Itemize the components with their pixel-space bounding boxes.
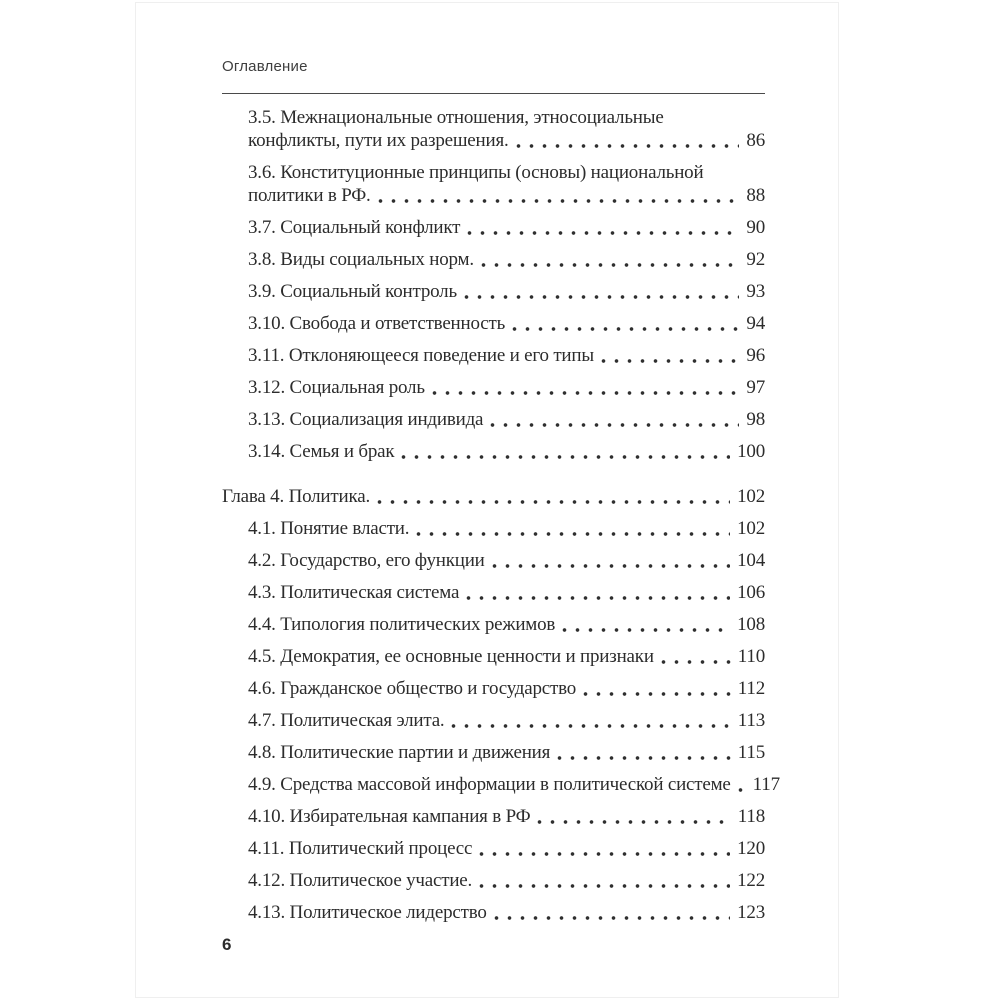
- toc-entry: [222, 549, 765, 572]
- running-header: Оглавление: [222, 58, 308, 75]
- toc-entry-page: 112: [737, 678, 765, 699]
- toc-entry: [222, 709, 765, 732]
- toc-entry-line: [222, 485, 765, 508]
- toc-entry: [222, 517, 765, 540]
- toc-entry-title: 3.11. Отклоняющееся поведение и его типы: [248, 345, 594, 366]
- toc-entry-page: 88: [746, 185, 765, 206]
- toc-entry-line: [248, 613, 765, 636]
- dot-leader: [479, 837, 730, 860]
- toc-entry-line: [248, 344, 765, 367]
- toc-entry-title: политики в РФ.: [248, 185, 371, 206]
- toc-entry-line: [248, 581, 765, 604]
- toc-entry: [222, 613, 765, 636]
- dot-leader: [464, 280, 739, 303]
- dot-leader: [467, 216, 739, 239]
- dot-leader: [416, 517, 730, 540]
- toc-entry-page: 117: [752, 774, 780, 795]
- toc-entry-page: 108: [737, 614, 765, 635]
- dot-leader: [562, 613, 730, 636]
- toc-entry-title: 4.13. Политическое лидерство: [248, 902, 487, 923]
- toc-entry-line: [248, 901, 765, 924]
- toc-entry-line: [248, 677, 765, 700]
- toc-entry-line: [248, 837, 765, 860]
- toc-entry: [222, 106, 765, 152]
- toc-chapter-entry: [222, 485, 765, 508]
- toc-entry-page: 93: [746, 281, 765, 302]
- toc-entry: [222, 805, 765, 828]
- header-rule: [222, 93, 765, 94]
- toc-entry-line: [248, 312, 765, 335]
- toc-entry-page: 94: [746, 313, 765, 334]
- toc-entry-page: 123: [737, 902, 765, 923]
- toc-entry-page: 90: [746, 217, 765, 238]
- toc-entry-title: 4.2. Государство, его функции: [248, 550, 485, 571]
- toc-entry-title: 3.12. Социальная роль: [248, 377, 425, 398]
- toc-entry: [222, 312, 765, 335]
- toc-entry-page: 98: [746, 409, 765, 430]
- dot-leader: [479, 869, 730, 892]
- toc-entry-title: 3.7. Социальный конфликт: [248, 217, 461, 238]
- toc-entry-line: [248, 129, 765, 152]
- dot-leader: [378, 184, 740, 207]
- toc-entry-title: 4.11. Политический процесс: [248, 838, 473, 859]
- toc-entry-title: 3.14. Семья и брак: [248, 441, 395, 462]
- toc-entry-line: [248, 869, 765, 892]
- toc-entry-line: [248, 184, 765, 207]
- toc-entry-page: 120: [737, 838, 765, 859]
- toc-entry-title: Глава 4. Политика.: [222, 486, 370, 507]
- toc-entry-title: 4.10. Избирательная кампания в РФ: [248, 806, 531, 827]
- toc-entry-title: конфликты, пути их разрешения.: [248, 130, 509, 151]
- toc-entry-title: 3.8. Виды социальных норм.: [248, 249, 474, 270]
- toc-entry-title: 4.9. Средства массовой информации в политической системе: [248, 774, 731, 795]
- toc-entry-line: [248, 376, 765, 399]
- dot-leader: [601, 344, 739, 367]
- toc-entry: [222, 901, 765, 924]
- toc-entry: [222, 280, 765, 303]
- toc-entry: [222, 677, 765, 700]
- toc-entry: [222, 581, 765, 604]
- toc-entry-line: [248, 440, 765, 463]
- dot-leader: [583, 677, 731, 700]
- toc-entry-title: 3.10. Свобода и ответственность: [248, 313, 506, 334]
- toc-entry-title: 4.12. Политическое участие.: [248, 870, 473, 891]
- toc-entry-line: [248, 408, 765, 431]
- toc-entry-line: [248, 280, 765, 303]
- toc-entry: [222, 248, 765, 271]
- toc-entry: [222, 161, 765, 207]
- toc-entry-page: 115: [737, 742, 765, 763]
- toc-entry-title: 4.8. Политические партии и движения: [248, 742, 551, 763]
- toc-entry: [222, 869, 765, 892]
- toc-entry-line: [248, 773, 780, 796]
- toc-entry-title: 4.3. Политическая система: [248, 582, 460, 603]
- toc-entry-line: [248, 517, 765, 540]
- toc-entry-title: 3.9. Социальный контроль: [248, 281, 457, 302]
- dot-leader: [512, 312, 739, 335]
- toc-entry-line: [248, 709, 765, 732]
- toc-list: [222, 106, 780, 933]
- toc-entry-line: [248, 549, 765, 572]
- toc-entry-page: 102: [737, 518, 765, 539]
- toc-entry-page: 118: [737, 806, 765, 827]
- toc-entry-page: 100: [737, 441, 765, 462]
- toc-entry: [222, 408, 765, 431]
- dot-leader: [738, 773, 746, 796]
- toc-entry: [222, 837, 765, 860]
- dot-leader: [432, 376, 740, 399]
- toc-entry-line: [248, 645, 765, 668]
- dot-leader: [516, 129, 740, 152]
- toc-entry-title-line1: 3.6. Конституционные принципы (основы) национальной: [248, 162, 704, 183]
- toc-entry: [222, 216, 765, 239]
- toc-entry: [222, 344, 765, 367]
- toc-entry-page: 97: [746, 377, 765, 398]
- toc-entry: [222, 440, 765, 463]
- toc-entry-line: [248, 741, 765, 764]
- toc-entry-page: 92: [746, 249, 765, 270]
- toc-entry-title: 4.7. Политическая элита.: [248, 710, 445, 731]
- dot-leader: [481, 248, 739, 271]
- toc-entry: [222, 645, 765, 668]
- toc-entry: [222, 376, 765, 399]
- toc-entry-title: 4.6. Гражданское общество и государство: [248, 678, 577, 699]
- toc-entry-line: [248, 248, 765, 271]
- toc-entry-page: 113: [737, 710, 765, 731]
- toc-entry-page: 86: [746, 130, 765, 151]
- dot-leader: [466, 581, 730, 604]
- toc-entry-page: 106: [737, 582, 765, 603]
- toc-entry-page: 110: [737, 646, 765, 667]
- dot-leader: [557, 741, 731, 764]
- toc-entry-title: 4.5. Демократия, ее основные ценности и признаки: [248, 646, 654, 667]
- toc-entry-page: 122: [737, 870, 765, 891]
- dot-leader: [661, 645, 731, 668]
- toc-entry-line: [248, 805, 765, 828]
- dot-leader: [377, 485, 730, 508]
- dot-leader: [451, 709, 730, 732]
- toc-entry: [222, 773, 780, 796]
- dot-leader: [537, 805, 730, 828]
- dot-leader: [492, 549, 730, 572]
- toc-entry-title: 4.4. Типология политических режимов: [248, 614, 556, 635]
- toc-entry-line: [248, 216, 765, 239]
- toc-entry-page: 104: [737, 550, 765, 571]
- toc-entry-page: 96: [746, 345, 765, 366]
- toc-entry-title-line1: 3.5. Межнациональные отношения, этносоциальные: [248, 107, 664, 128]
- toc-entry-page: 102: [737, 486, 765, 507]
- toc-entry-title: 4.1. Понятие власти.: [248, 518, 410, 539]
- dot-leader: [490, 408, 739, 431]
- page-number: 6: [222, 935, 232, 954]
- toc-entry: [222, 741, 765, 764]
- dot-leader: [494, 901, 730, 924]
- toc-entry-title: 3.13. Социализация индивида: [248, 409, 484, 430]
- dot-leader: [401, 440, 730, 463]
